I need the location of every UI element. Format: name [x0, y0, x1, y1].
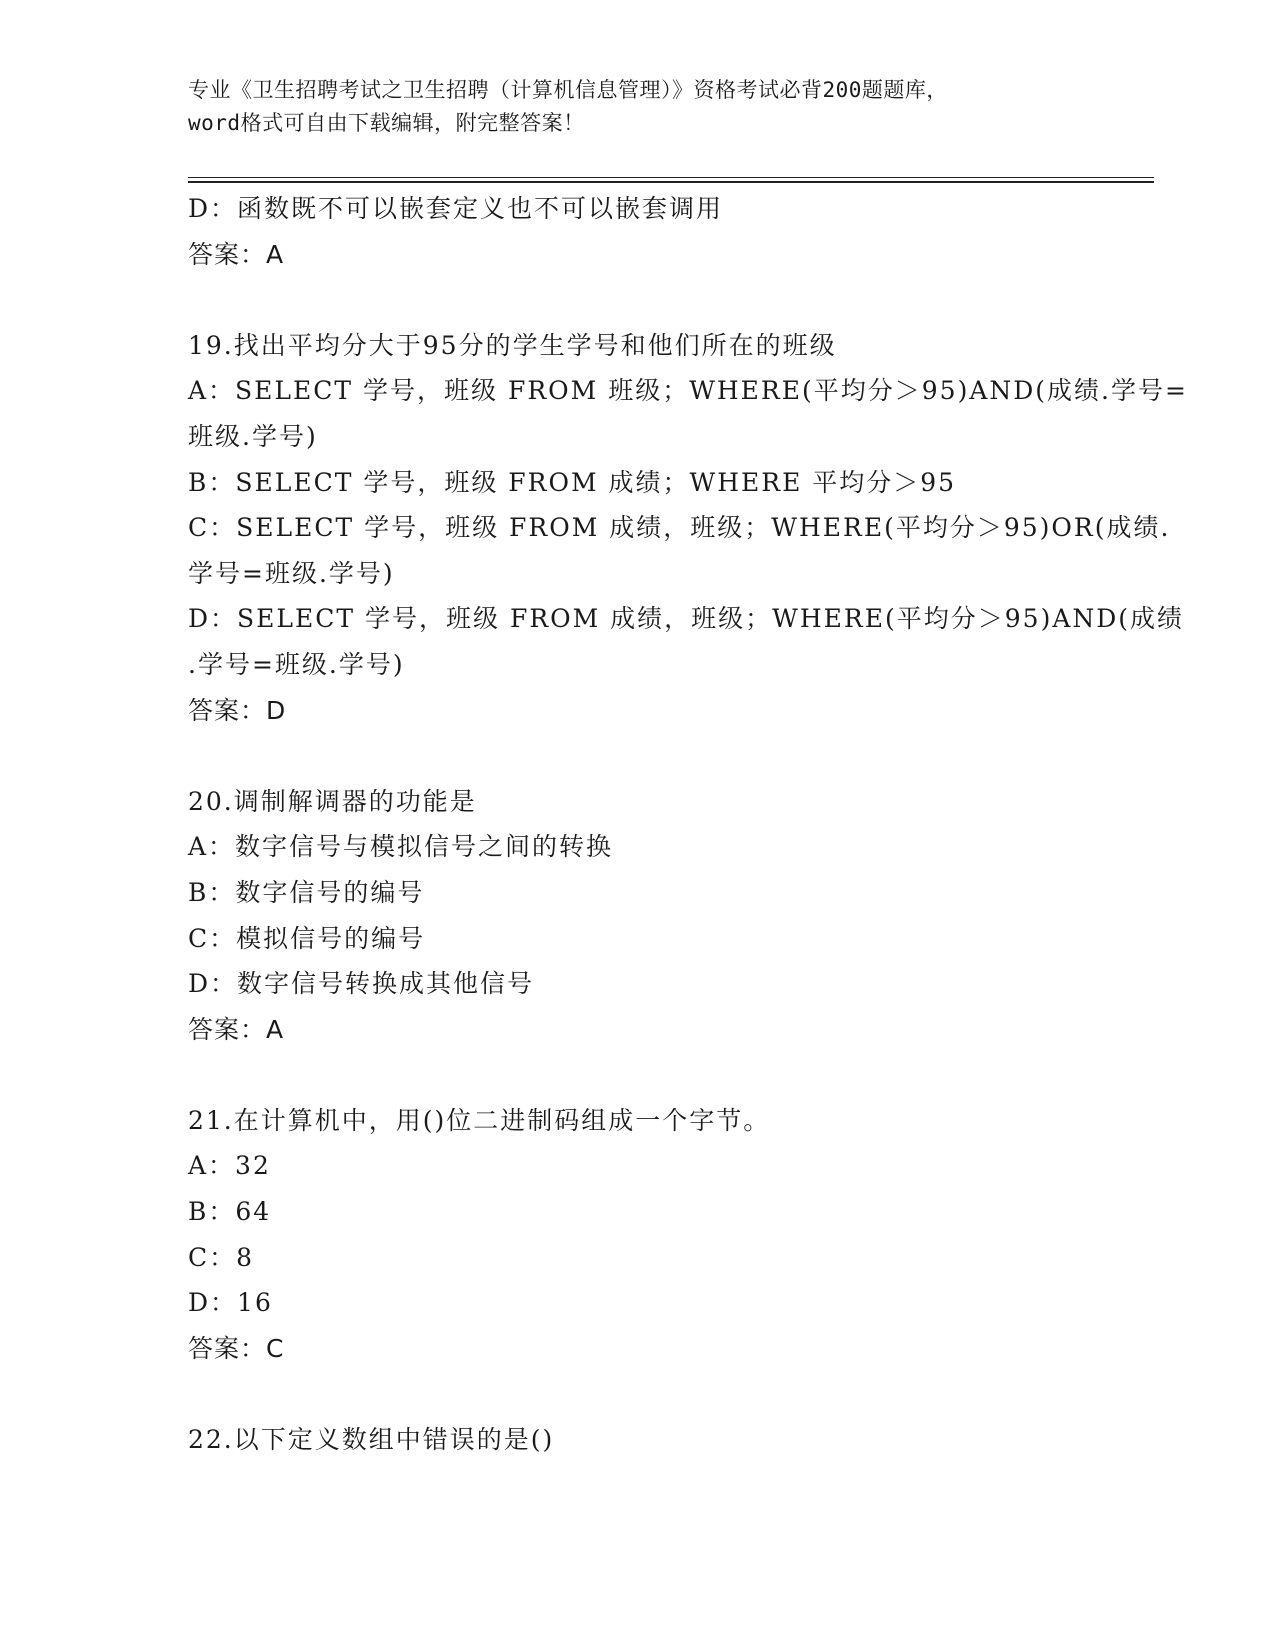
- question-19: [188, 323, 1188, 733]
- header-title-line-2: word格式可自由下载编辑，附完整答案！: [188, 111, 585, 135]
- spacer: [188, 1371, 1088, 1417]
- option-a: A：数字信号与模拟信号之间的转换: [188, 832, 614, 862]
- option-c: C：8: [188, 1242, 255, 1272]
- spacer: [188, 733, 1088, 779]
- option-b: B：64: [188, 1197, 272, 1227]
- header-divider-thin: [188, 177, 1154, 178]
- question-stem: 22.以下定义数组中错误的是(): [188, 1425, 555, 1455]
- header-divider-thick: [188, 181, 1154, 183]
- header-title-line-1: 专业《卫生招聘考试之卫生招聘（计算机信息管理）》资格考试必背200题题库，: [188, 78, 948, 102]
- option-b: B：数字信号的编号: [188, 877, 425, 907]
- question-18-tail: [188, 186, 1088, 277]
- option-d-continued: .学号=班级.学号): [188, 649, 405, 679]
- option-a-continued: 班级.学号): [188, 421, 318, 451]
- option-d: D：16: [188, 1288, 273, 1318]
- option-d: D：数字信号转换成其他信号: [188, 969, 535, 999]
- document-header: [188, 74, 1088, 140]
- option-c-continued: 学号=班级.学号): [188, 558, 395, 588]
- spacer: [188, 1052, 1088, 1098]
- question-20: [188, 779, 1088, 1053]
- option-c: C：模拟信号的编号: [188, 923, 426, 953]
- option-d: D：函数既不可以嵌套定义也不可以嵌套调用: [188, 194, 724, 223]
- question-list: [188, 186, 1188, 1463]
- option-c: C：SELECT 学号，班级 FROM 成绩，班级；WHERE(平均分＞95)OR(成绩.: [188, 513, 1171, 543]
- answer-line: 答案：D: [188, 695, 287, 725]
- question-stem: 21.在计算机中，用()位二进制码组成一个字节。: [188, 1105, 771, 1135]
- question-stem: 20.调制解调器的功能是: [188, 786, 477, 816]
- answer-line: 答案：C: [188, 1333, 285, 1363]
- spacer: [188, 277, 1088, 323]
- option-a: A：32: [188, 1151, 271, 1181]
- option-a: A：SELECT 学号，班级 FROM 班级；WHERE(平均分＞95)AND(成绩.学号=: [188, 376, 1188, 406]
- answer-line: 答案：A: [188, 239, 285, 269]
- question-stem: 19.找出平均分大于95分的学生学号和他们所在的班级: [188, 330, 837, 360]
- option-b: B：SELECT 学号，班级 FROM 成绩；WHERE 平均分＞95: [188, 467, 957, 497]
- question-21: [188, 1098, 1088, 1372]
- option-d: D：SELECT 学号，班级 FROM 成绩，班级；WHERE(平均分＞95)AND(成绩: [188, 604, 1185, 634]
- question-22: [188, 1417, 1088, 1463]
- answer-line: 答案：A: [188, 1014, 285, 1044]
